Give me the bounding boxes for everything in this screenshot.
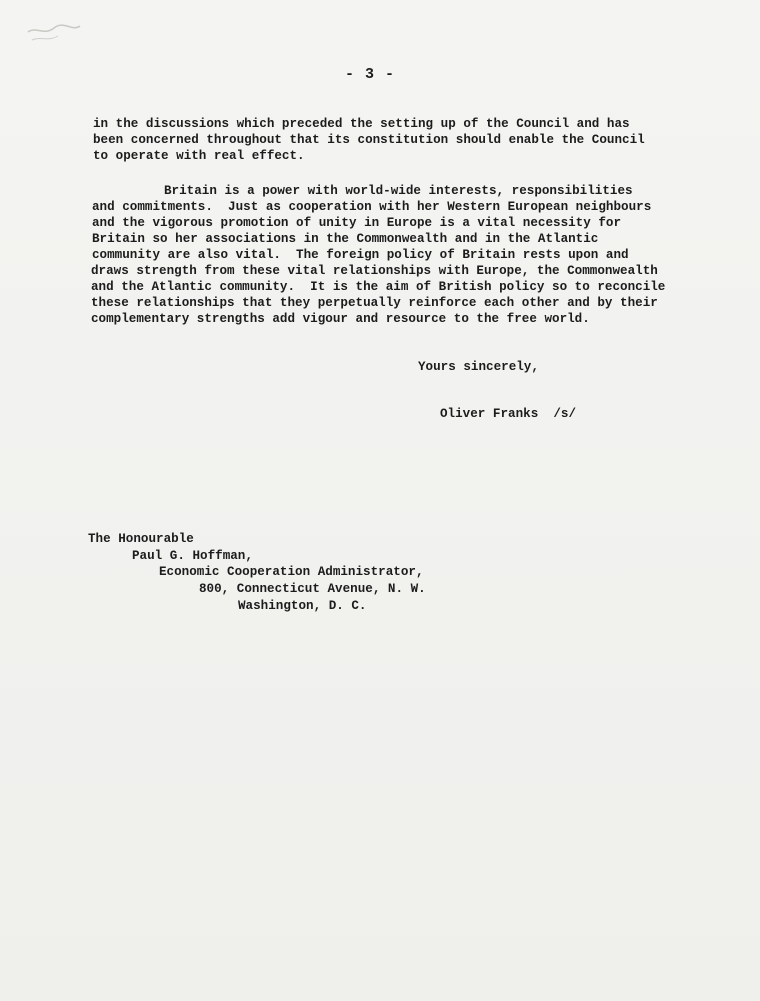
paper-stain-mark	[22, 18, 92, 48]
body-line: these relationships that they perpetually reinforce each other and by their	[91, 296, 658, 310]
address-line: Economic Cooperation Administrator,	[159, 565, 424, 579]
page-number: - 3 -	[344, 66, 395, 83]
body-line: Britain so her associations in the Commonwealth and in the Atlantic	[92, 232, 599, 246]
body-line: Britain is a power with world-wide interests, responsibilities	[164, 184, 633, 198]
body-line: been concerned throughout that its constitution should enable the Council	[93, 133, 645, 147]
address-line: Washington, D. C.	[238, 599, 367, 613]
body-line: community are also vital. The foreign policy of Britain rests upon and	[92, 248, 629, 262]
address-line: 800, Connecticut Avenue, N. W.	[199, 582, 426, 596]
address-line: Paul G. Hoffman,	[132, 549, 253, 563]
body-line: and the vigorous promotion of unity in Europe is a vital necessity for	[92, 216, 622, 230]
address-line: The Honourable	[88, 532, 194, 546]
body-line: complementary strengths add vigour and resource to the free world.	[91, 312, 590, 326]
body-line: draws strength from these vital relationships with Europe, the Commonwealth	[91, 264, 658, 278]
body-line: in the discussions which preceded the setting up of the Council and has	[93, 117, 630, 131]
closing-salutation: Yours sincerely,	[418, 360, 539, 374]
body-line: and the Atlantic community. It is the aim of British policy so to reconcile	[91, 280, 666, 294]
signature-line: Oliver Franks /s/	[440, 407, 577, 421]
body-line: to operate with real effect.	[93, 149, 305, 163]
body-line: and commitments. Just as cooperation with her Western European neighbours	[92, 200, 652, 214]
